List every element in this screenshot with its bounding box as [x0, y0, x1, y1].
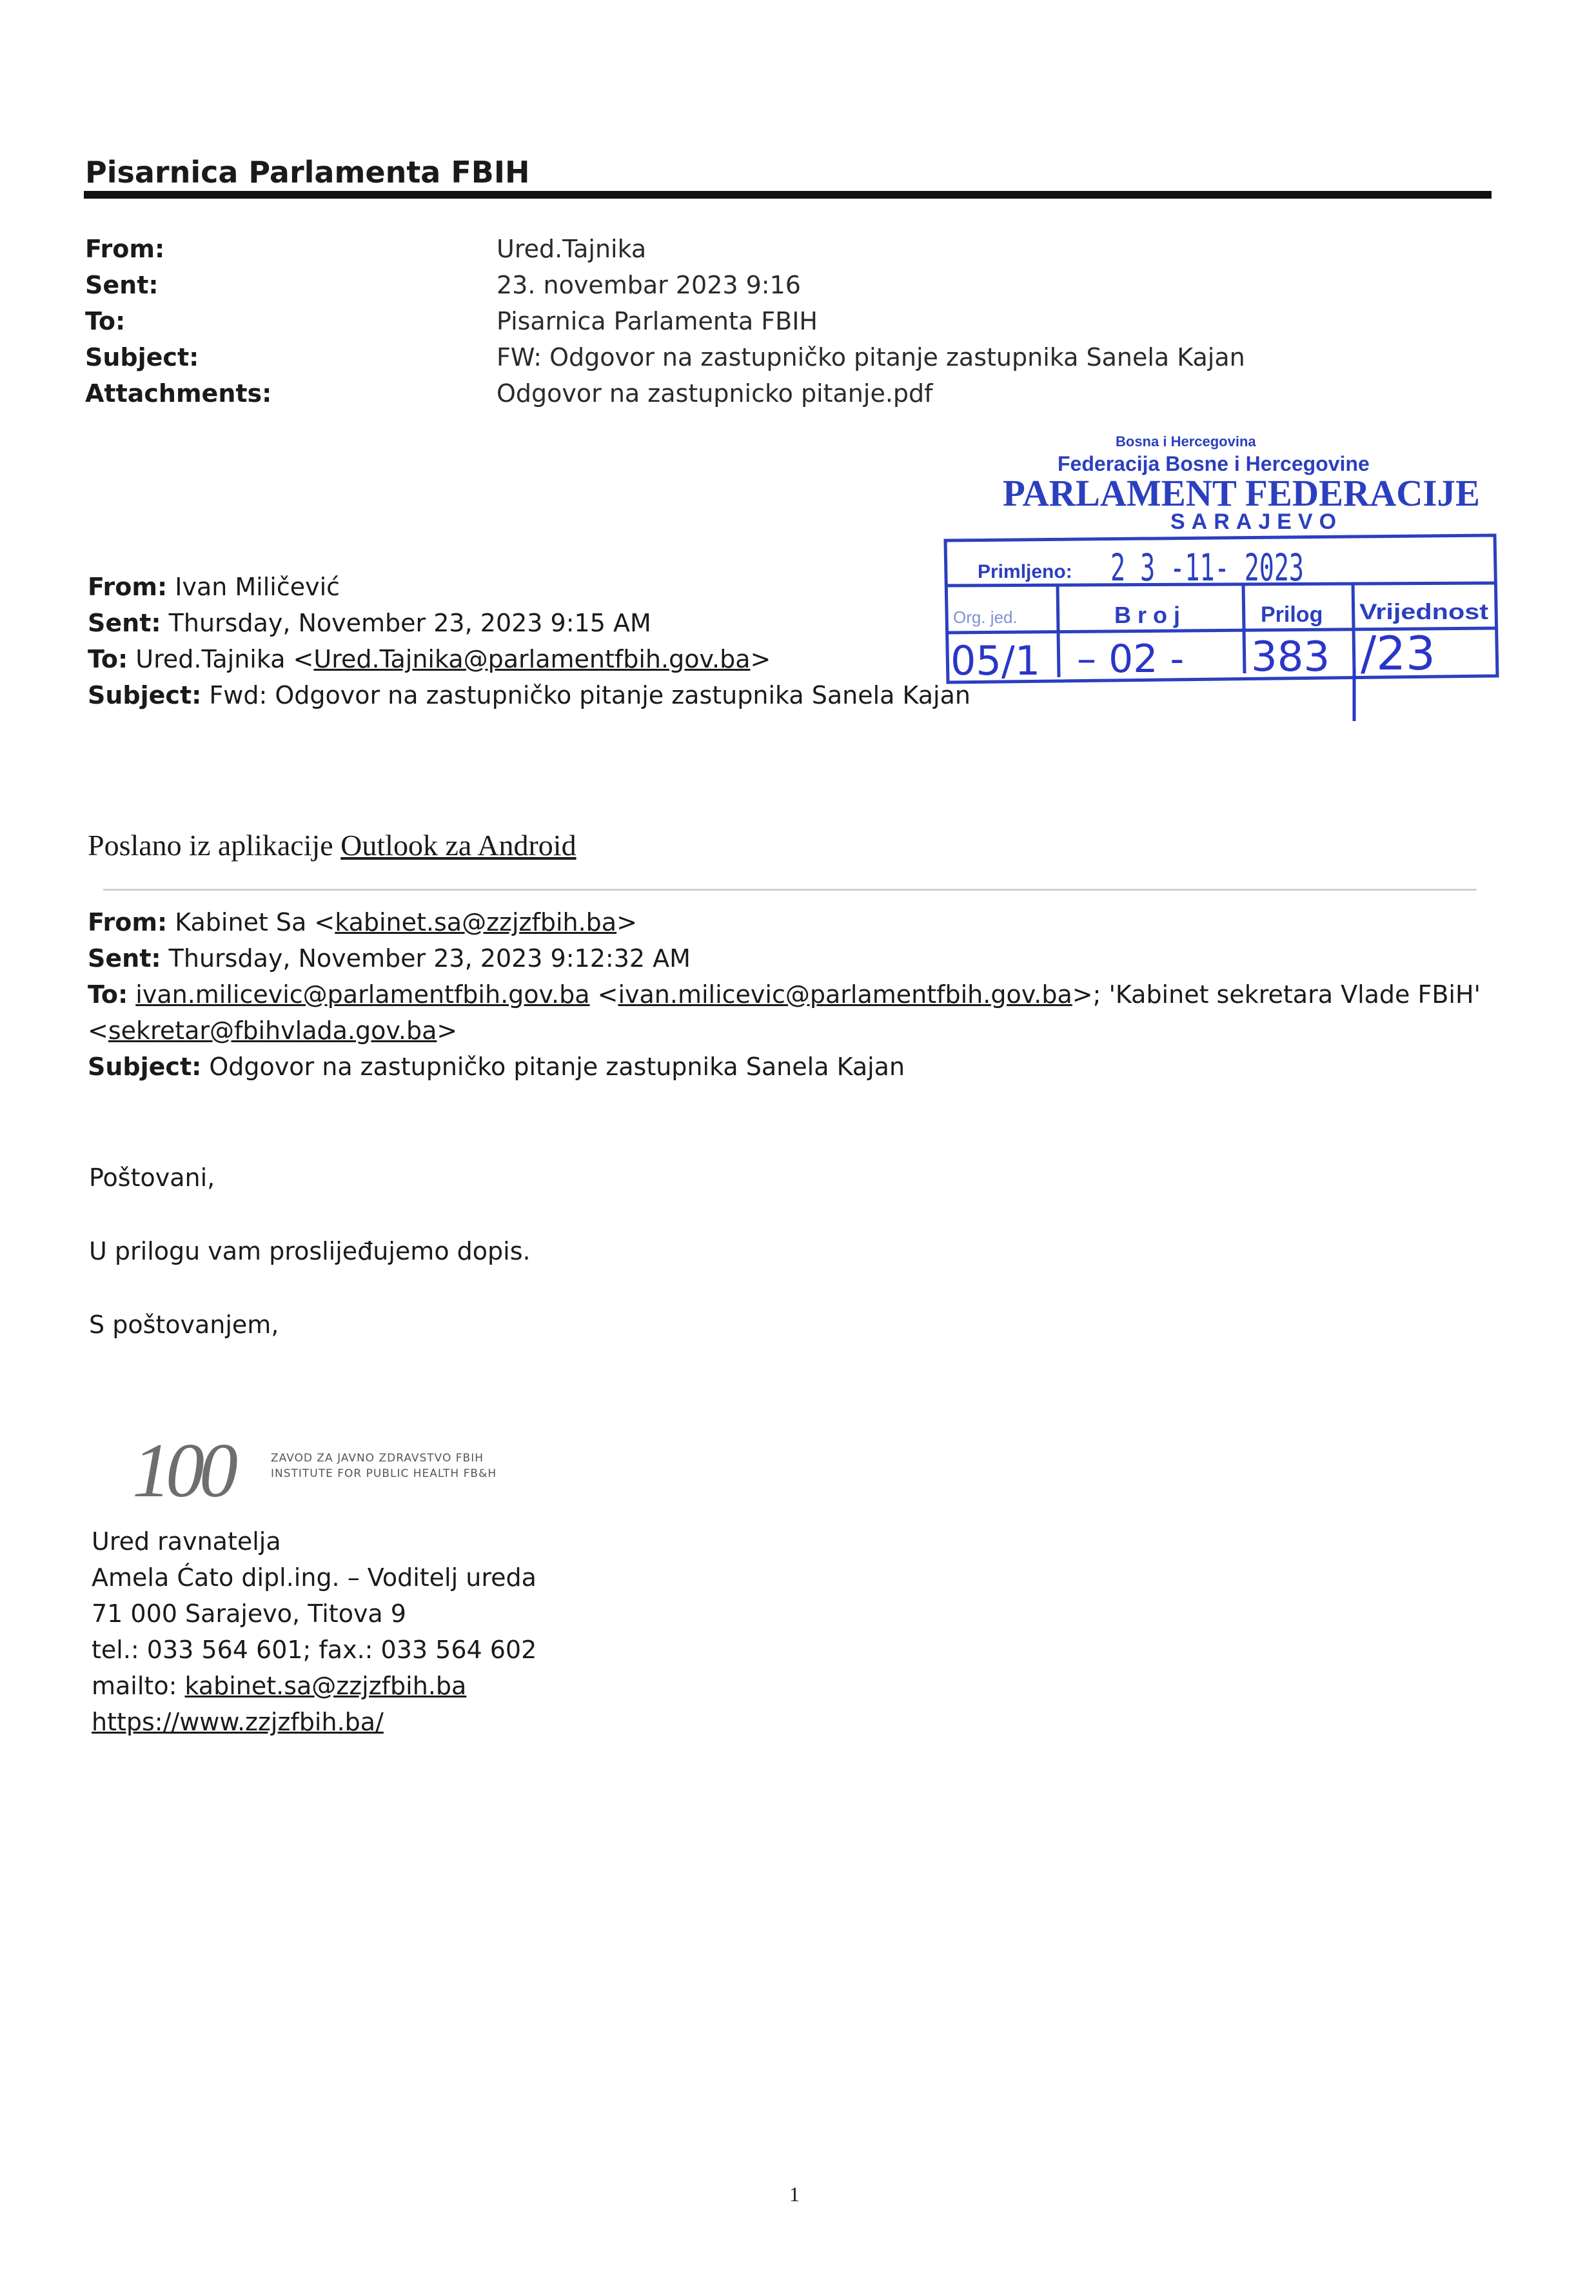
email-link[interactable]: ivan.milicevic@parlamentfbih.gov.ba — [135, 980, 590, 1009]
sig-phone: tel.: 033 564 601; fax.: 033 564 602 — [92, 1636, 537, 1664]
meta-value: FW: Odgovor na zastupničko pitanje zastupnika Sanela Kajan — [497, 343, 1245, 371]
stamp-col-vrijednost: Vrijednost — [1359, 600, 1488, 624]
stamp-vrijednost-value: /23 — [1361, 626, 1435, 680]
institute-logo — [132, 1425, 519, 1509]
document-title: Pisarnica Parlamenta FBIH — [85, 155, 530, 190]
sig-office: Ured ravnatelja — [92, 1527, 281, 1556]
body-text: U prilogu vam proslijeđujemo dopis. — [89, 1237, 531, 1265]
meta-value: 23. novembar 2023 9:16 — [497, 271, 801, 299]
logo-line2: INSTITUTE FOR PUBLIC HEALTH FB&H — [271, 1467, 497, 1480]
received-stamp — [941, 431, 1502, 727]
stamp-primljeno-label: Primljeno: — [978, 561, 1072, 582]
stamp-line1: Bosna i Hercegovina — [1116, 433, 1256, 450]
stamp-col-org: Org. jed. — [953, 608, 1018, 627]
stamp-org-value: 05/1 — [951, 637, 1041, 684]
fwd2-to-cont: <sekretar@fbihvlada.gov.ba> — [88, 1016, 458, 1045]
outlook-link[interactable]: Outlook za Android — [340, 829, 576, 862]
sig-address: 71 000 Sarajevo, Titova 9 — [92, 1599, 406, 1628]
separator-rule — [103, 889, 1477, 891]
stamp-line3: PARLAMENT FEDERACIJE — [1003, 472, 1480, 514]
website-link[interactable]: https://www.zzjzfbih.ba/ — [92, 1708, 384, 1736]
logo-line1: ZAVOD ZA JAVNO ZDRAVSTVO FBIH — [271, 1452, 484, 1465]
email-link[interactable]: sekretar@fbihvlada.gov.ba — [108, 1016, 437, 1045]
stamp-broj-value: – 02 - — [1077, 637, 1185, 682]
fwd1-sent: Sent: Thursday, November 23, 2023 9:15 AM — [88, 609, 651, 637]
header-rule — [84, 191, 1492, 199]
meta-value: Pisarnica Parlamenta FBIH — [497, 307, 818, 335]
email-link[interactable]: ivan.milicevic@parlamentfbih.gov.ba — [618, 980, 1072, 1009]
email-link[interactable]: Ured.Tajnika@parlamentfbih.gov.ba — [313, 645, 751, 673]
meta-label: From: — [85, 235, 165, 263]
meta-label: Attachments: — [85, 379, 272, 408]
sig-name: Amela Ćato dipl.ing. – Voditelj ureda — [92, 1563, 537, 1592]
fwd2-sent: Sent: Thursday, November 23, 2023 9:12:32 AM — [88, 944, 691, 973]
stamp-date: 2 3 -11- 2023 — [1110, 546, 1304, 589]
attachment-file[interactable]: Odgovor na zastupnicko pitanje.pdf — [497, 379, 933, 408]
fwd1-to: To: Ured.Tajnika <Ured.Tajnika@parlamentfbih.gov.ba> — [88, 645, 771, 673]
email-link[interactable]: kabinet.sa@zzjzfbih.ba — [184, 1672, 467, 1700]
fwd1-subject: Subject: Fwd: Odgovor na zastupničko pitanje zastupnika Sanela Kajan — [88, 681, 970, 709]
sig-mailto: mailto: kabinet.sa@zzjzfbih.ba — [92, 1672, 467, 1700]
outlook-note: Poslano iz aplikacije Outlook za Android — [88, 829, 576, 862]
stamp-line2: Federacija Bosne i Hercegovine — [1058, 452, 1370, 475]
fwd2-from: From: Kabinet Sa <kabinet.sa@zzjzfbih.ba> — [88, 908, 637, 936]
meta-value: Ured.Tajnika — [497, 235, 647, 263]
meta-label: Subject: — [85, 343, 199, 371]
stamp-line4: SARAJEVO — [1170, 510, 1343, 534]
stamp-col-broj: Broj — [1114, 602, 1187, 628]
meta-label: To: — [85, 307, 126, 335]
page-number: 1 — [789, 2182, 800, 2206]
fwd2-subject: Subject: Odgovor na zastupničko pitanje zastupnika Sanela Kajan — [88, 1053, 905, 1081]
email-link[interactable]: kabinet.sa@zzjzfbih.ba — [335, 908, 617, 936]
meta-label: Sent: — [85, 271, 159, 299]
stamp-col-prilog: Prilog — [1261, 602, 1323, 627]
greeting: Poštovani, — [89, 1163, 215, 1192]
fwd2-to: To: ivan.milicevic@parlamentfbih.gov.ba <ivan.milicevic@parlamentfbih.gov.ba>; 'Kabinet sekretara Vlade FBiH' — [88, 980, 1481, 1009]
closing: S poštovanjem, — [89, 1311, 279, 1339]
stamp-prilog-value: 383 — [1251, 633, 1330, 681]
logo-number: 100 — [132, 1427, 233, 1509]
fwd1-from: From: Ivan Miličević — [88, 573, 340, 601]
